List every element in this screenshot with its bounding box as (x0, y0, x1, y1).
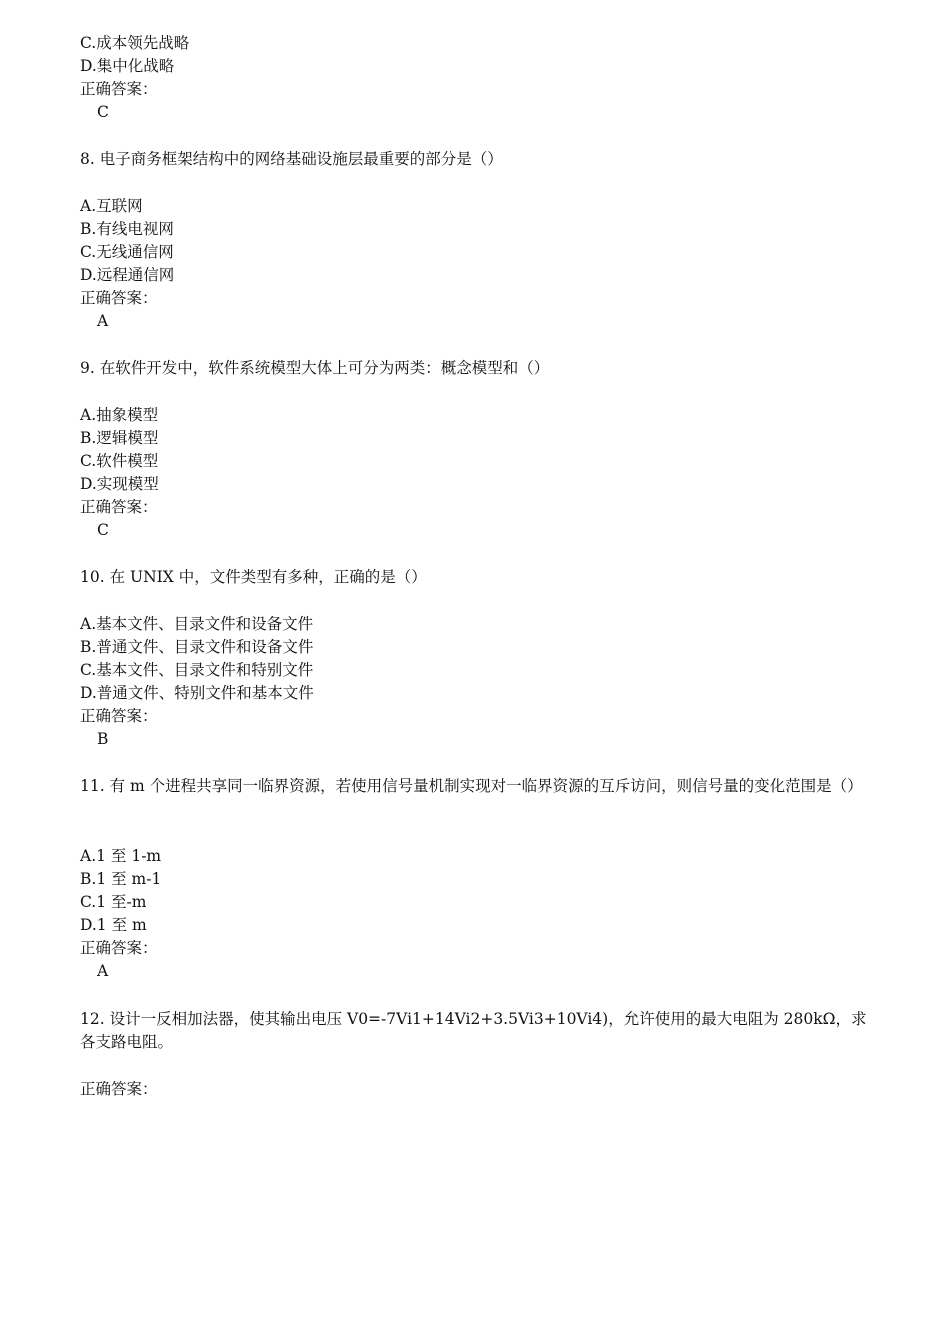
option-d: D.远程通信网 (80, 266, 175, 284)
option-a: A.抽象模型 (80, 406, 159, 424)
question-stem: 12. 设计一反相加法器，使其输出电压 V0=-7Vi1+14Vi2+3.5Vi3+10Vi4)，允许使用的最大电阻为 280kΩ，求各支路电阻。 (80, 1010, 867, 1051)
question-stem: 8. 电子商务框架结构中的网络基础设施层最重要的部分是（） (80, 150, 503, 168)
option-b: B.1 至 m-1 (80, 870, 162, 888)
answer-label: 正确答案： (80, 707, 158, 725)
answer-value: C (97, 521, 109, 539)
answer-value: B (97, 730, 109, 748)
answer-value: C (97, 103, 109, 121)
option-b: B.有线电视网 (80, 220, 174, 238)
option-b: B.普通文件、目录文件和设备文件 (80, 638, 314, 656)
option-c: C.成本领先战略 (80, 34, 190, 52)
question-stem: 11. 有 m 个进程共享同一临界资源，若使用信号量机制实现对一临界资源的互斥访问，则信号量的变化范围是（） (80, 777, 863, 795)
option-d: D.实现模型 (80, 475, 159, 493)
option-a: A.基本文件、目录文件和设备文件 (80, 615, 314, 633)
option-b: B.逻辑模型 (80, 429, 159, 447)
option-d: D.普通文件、特别文件和基本文件 (80, 684, 314, 702)
option-c: C.基本文件、目录文件和特别文件 (80, 661, 314, 679)
answer-label: 正确答案： (80, 498, 158, 516)
option-c: C.无线通信网 (80, 243, 174, 261)
question-stem: 9. 在软件开发中，软件系统模型大体上可分为两类：概念模型和（） (80, 359, 550, 377)
option-a: A.互联网 (80, 197, 143, 215)
option-d: D.集中化战略 (80, 57, 175, 75)
option-c: C.1 至-m (80, 893, 147, 911)
answer-value: A (97, 962, 109, 980)
question-stem: 10. 在 UNIX 中，文件类型有多种，正确的是（） (80, 568, 427, 586)
option-d: D.1 至 m (80, 916, 147, 934)
answer-value: A (97, 312, 109, 330)
answer-label: 正确答案： (80, 289, 158, 307)
option-c: C.软件模型 (80, 452, 159, 470)
option-a: A.1 至 1-m (80, 847, 162, 865)
answer-label: 正确答案： (80, 1080, 158, 1098)
answer-label: 正确答案： (80, 80, 158, 98)
answer-label: 正确答案： (80, 939, 158, 957)
